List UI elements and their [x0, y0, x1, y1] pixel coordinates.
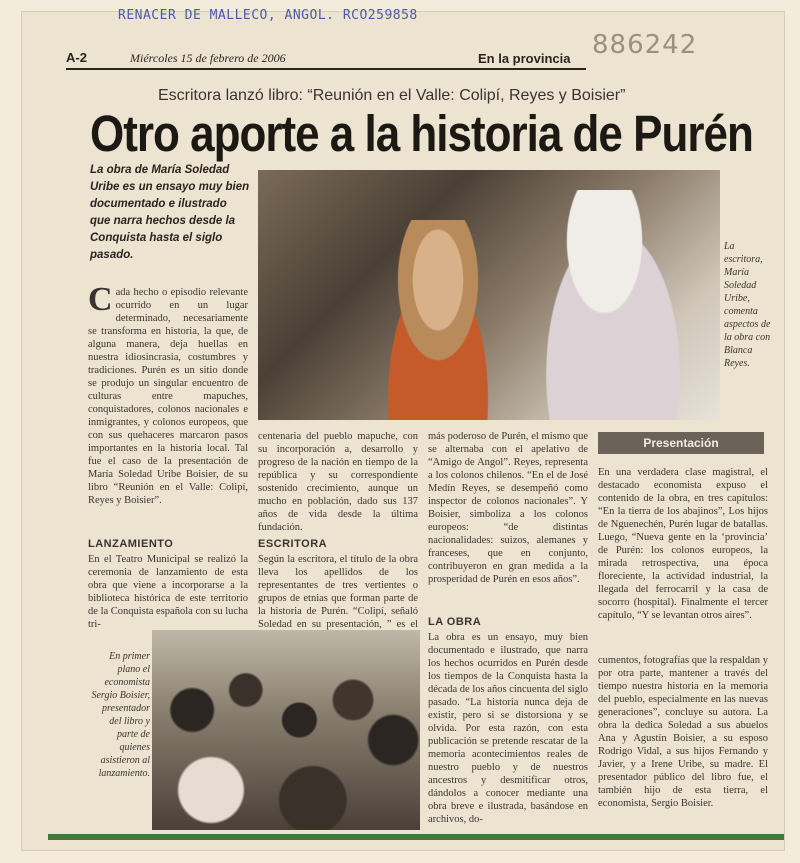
issue-date: Miércoles 15 de febrero de 2006 — [130, 51, 286, 65]
section-name: En la provincia — [478, 51, 571, 66]
bottom-rule — [48, 834, 784, 840]
handwritten-catalog-number: 886242 — [592, 30, 698, 60]
column-3b-text: La obra es un ensayo, muy bien documentado e ilustrado, que narra los hechos ocurridos en Purén desde los tiempos de la Conquista hasta la década de los años cincuenta del siglo pasado. “La historia nunca deja de existir, pero si se distorsiona y se olvida. Por esta razón, con esta publicación se pretende rescatar de la memoria acontecimientos reales de nuestro pueblo y de nuestros ancestros y desmitificar otros, dándolos a conocer mediante una obra breve e ilustrada, basándose en archivos, do- — [428, 632, 588, 825]
column-5 — [598, 654, 768, 810]
page-number: A-2 — [66, 50, 87, 65]
author-figure — [368, 220, 508, 420]
column-4-text: En una verdadera clase magistral, el destacado economista expuso el contenido de la obra, en tres capítulos: “En la tierra de los abajinos”, Los hijos de Nguenechén, Purén lugar de batallas. Luego, “Nueva gente en la ‘provincia’ de Purén: los colonos europeos, la mirada retrospectiva, una época floreciente, la actividad industrial, la llegada del ferrocarril y la casa de socorro (hospital). Finalmente el tercer capítulo, “Y se levantan otros aires”. — [598, 467, 768, 621]
column-1-text: ada hecho o episodio relevante ocurrido en un lugar determinado, necesariamente se transforma en historia, la que, de alguna manera, deja huellas en nuestra idiosincrasia, costumbres y tradiciones. Purén es un sitio donde se produjo un singular encuentro de culturas entre mapuches, conquistadores, colonos nacionales e inmigrantes, y colonos europeos, que con sus quehaceres marcaron pasos importantes en la historia local. Tal fue el caso de la presentación de María Soledad Uribe Boisier, de su libro “Reunión en el Valle: Colipí, Reyes y Boisier”. — [88, 287, 248, 506]
column-3-text: más poderoso de Purén, el mismo que se alternaba con el apelativo de “Amigo de Angol”. Reyes, representa a los colonos chilenos. “En el de José Medín Reyes, se desempeñó como inspector de colonos nacionales”. Y Boisier, simboliza a los colonos europeos: “de distintas nacionalidades: suizos, alemanes y franceses, que en conjunto, contribuyeron en gran medida a la prosperidad de Purén en esos años”. — [428, 431, 588, 585]
subhead-escritora: ESCRITORA — [258, 538, 328, 550]
column-1 — [88, 281, 248, 507]
author-photo — [258, 170, 720, 420]
handwritten-annotation: RENACER DE MALLECO, ANGOL. RCO259858 — [118, 8, 418, 23]
launch-event-photo — [152, 630, 420, 830]
column-1b-text: En el Teatro Municipal se realizó la ceremonia de lanzamiento de esta obra que viene a incorporarse a la biblioteca histórica de este territorio de la Conquista española con su lucha tri- — [88, 554, 248, 630]
column-1-continued — [88, 534, 248, 631]
subhead-lanzamiento: LANZAMIENTO — [88, 538, 174, 550]
subhead-la-obra: LA OBRA — [428, 616, 482, 628]
guest-figure — [528, 190, 698, 420]
article-headline: Otro aporte a la historia de Purén — [90, 106, 753, 163]
column-3 — [428, 430, 588, 586]
article-kicker: Escritora lanzó libro: “Reunión en el Valle: Colipí, Reyes y Boisier” — [158, 87, 626, 104]
column-3-continued — [428, 612, 588, 826]
column-2-text: centenaria del pueblo mapuche, con su incorporación a, desarrollo y progreso de la nación en tiempo de la república y su correspondiente sostenido crecimiento, aunque un mucho en población, dado sus 137 años de vida desde la última fundación. — [258, 431, 418, 533]
article-lead: La obra de María Soledad Uribe es un ensayo muy bien documentado e ilustrado que narra hechos desde la Conquista hasta el siglo pasado. — [90, 164, 250, 261]
photo-caption-event: En primer plano el economista Sergio Boisier, presentador del libro y parte de quienes asistieron al lanzamiento. — [91, 651, 150, 779]
presentacion-box-label: Presentación — [598, 432, 764, 454]
drop-cap: C — [88, 281, 113, 318]
column-5-text: cumentos, fotografías que la respaldan y por otra parte, mantener a través del tiempo nuestra historia en la memoria del pueblo, especialmente en las nuevas generaciones”, concluye su autora. La obra la dedica Soledad a sus abuelos Ana y Agustín Boisier, a su esposo Rodrigo Vidal, a sus hijos Fernando y Javier, y a Irene Uribe, su madre. El presentador público del libro fue, el también hijo de esta tierra, el economista, Sergio Boisier. — [598, 655, 768, 809]
photo-caption-author: La escritora, María Soledad Uribe, comenta aspectos de la obra con Blanca Reyes. — [724, 241, 771, 369]
column-4 — [598, 466, 768, 622]
column-2 — [258, 430, 418, 644]
column-2b-text: Según la escritora, el título de la obra lleva los apellidos de los representantes de tres vertientes o grupos de etnias que forman parte de la historia de Purén. “Colipí, señaló Soledad en su presentación, ” es el — [258, 554, 418, 630]
audience-crowd — [152, 630, 420, 830]
